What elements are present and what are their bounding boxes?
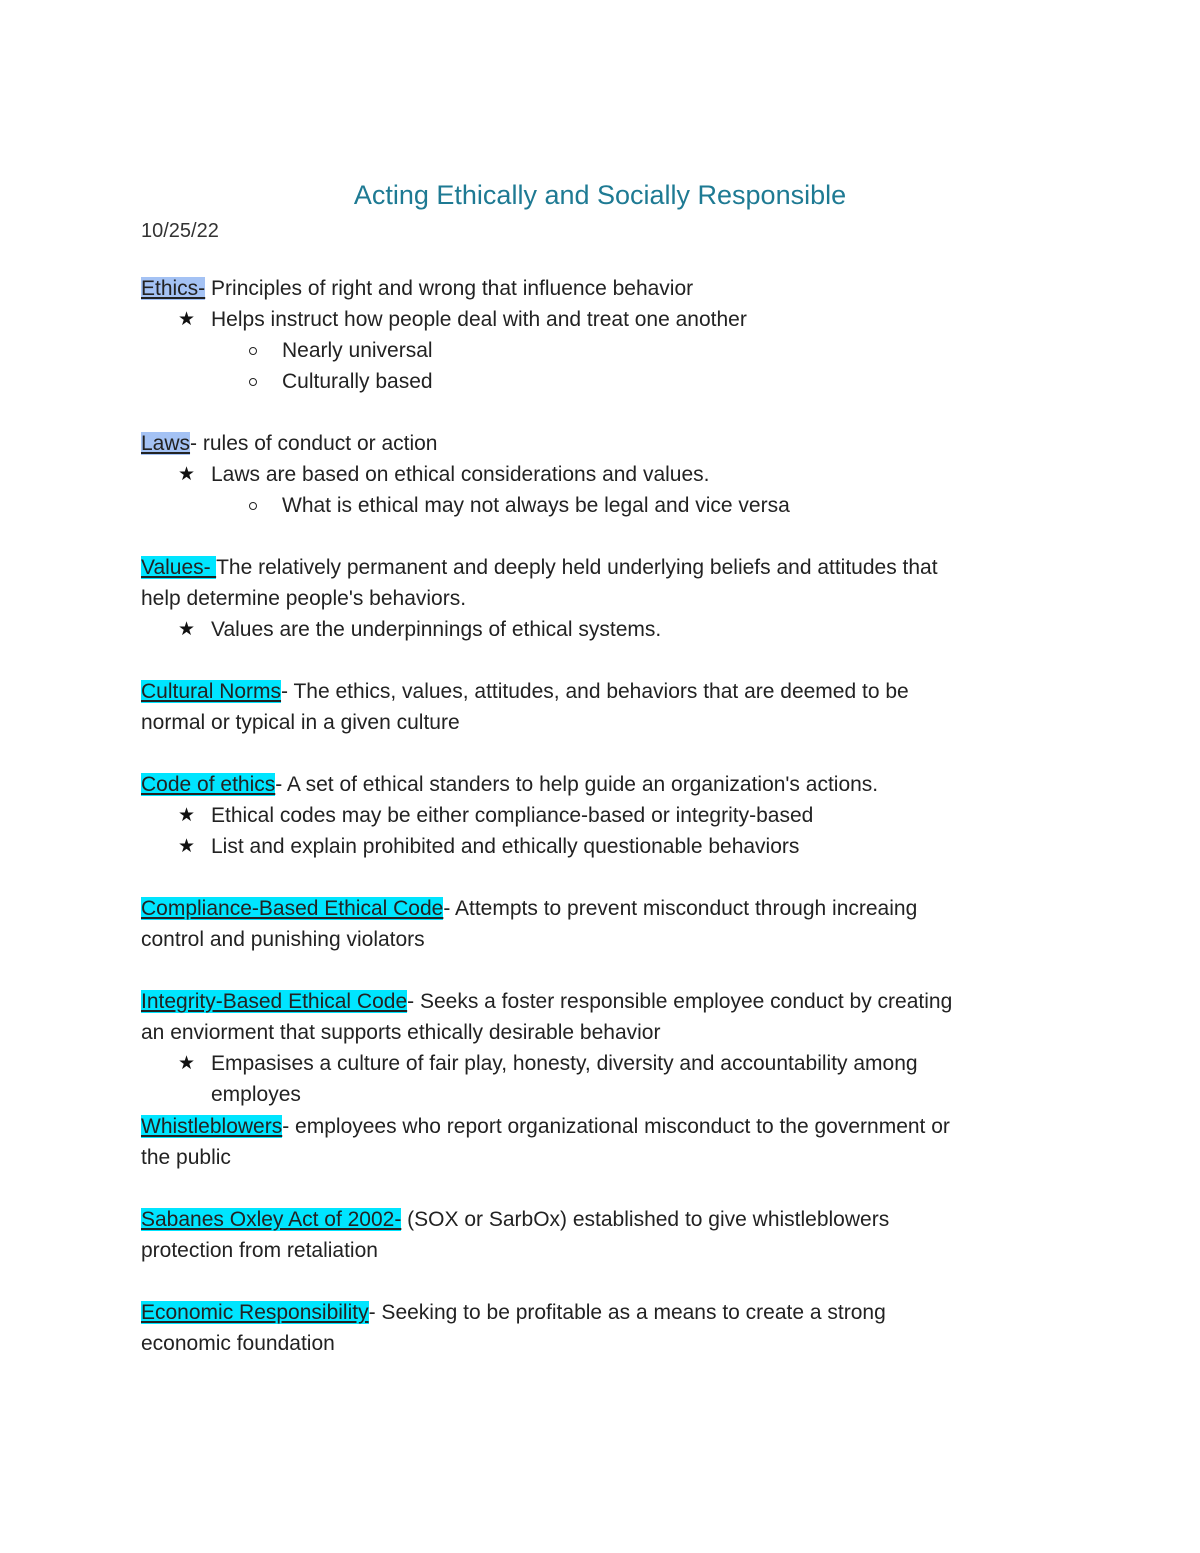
laws-term: Laws <box>141 432 191 455</box>
cultural-norms-definition <box>141 676 909 707</box>
star-bullet-icon: ★ <box>178 619 196 640</box>
code-of-ethics-def: - A set of ethical standers to help guide an organization's actions. <box>275 773 879 796</box>
ethics-sub-1: Nearly universal <box>282 339 433 362</box>
document-date: 10/25/22 <box>141 220 219 242</box>
cultural-norms-term: Cultural Norms <box>141 680 282 703</box>
ethics-bullet-1: Helps instruct how people deal with and treat one another <box>211 308 747 331</box>
whistleblowers-term: Whistleblowers <box>141 1115 283 1138</box>
code-of-ethics-definition <box>141 769 878 800</box>
whistleblowers-def-2: the public <box>141 1146 231 1169</box>
ethics-term: Ethics- <box>141 277 206 300</box>
values-definition <box>141 552 938 583</box>
integrity-bullet-1b: employes <box>211 1083 301 1106</box>
laws-def: - rules of conduct or action <box>190 432 438 455</box>
compliance-definition <box>141 893 917 924</box>
code-of-ethics-term: Code of ethics <box>141 773 276 796</box>
compliance-def-1: - Attempts to prevent misconduct through increaing <box>443 897 918 920</box>
economic-term: Economic Responsibility <box>141 1301 369 1324</box>
economic-def-1: - Seeking to be profitable as a means to create a strong <box>368 1301 886 1324</box>
star-bullet-icon: ★ <box>178 1053 196 1074</box>
integrity-definition <box>141 986 952 1017</box>
compliance-term: Compliance-Based Ethical Code <box>141 897 444 920</box>
ethics-definition <box>141 273 693 304</box>
ethics-def: Principles of right and wrong that influence behavior <box>205 277 694 300</box>
hollow-circle-bullet-icon <box>249 378 257 386</box>
sox-definition <box>141 1204 889 1235</box>
sox-term: Sabanes Oxley Act of 2002- <box>141 1208 402 1231</box>
integrity-def-2: an enviorment that supports ethically desirable behavior <box>141 1021 661 1044</box>
laws-sub-1: What is ethical may not always be legal and vice versa <box>282 494 790 517</box>
laws-bullet-1: Laws are based on ethical considerations and values. <box>211 463 710 486</box>
sox-def-2: protection from retaliation <box>141 1239 378 1262</box>
whistleblowers-definition <box>141 1111 950 1142</box>
compliance-def-2: control and punishing violators <box>141 928 425 951</box>
hollow-circle-bullet-icon <box>249 347 257 355</box>
economic-def-2: economic foundation <box>141 1332 335 1355</box>
ethics-sub-2: Culturally based <box>282 370 433 393</box>
integrity-term: Integrity-Based Ethical Code <box>141 990 408 1013</box>
hollow-circle-bullet-icon <box>249 502 257 510</box>
values-term: Values- <box>141 556 217 579</box>
star-bullet-icon: ★ <box>178 464 196 485</box>
cultural-norms-def-1: - The ethics, values, attitudes, and behaviors that are deemed to be <box>281 680 909 703</box>
values-def-2: help determine people's behaviors. <box>141 587 467 610</box>
economic-definition <box>141 1297 886 1328</box>
star-bullet-icon: ★ <box>178 805 196 826</box>
whistleblowers-def-1: - employees who report organizational misconduct to the government or <box>282 1115 950 1138</box>
code-of-ethics-bullet-2: List and explain prohibited and ethically questionable behaviors <box>211 835 800 858</box>
integrity-def-1: - Seeks a foster responsible employee conduct by creating <box>407 990 953 1013</box>
star-bullet-icon: ★ <box>178 836 196 857</box>
laws-definition <box>141 428 438 459</box>
code-of-ethics-bullet-1: Ethical codes may be either compliance-based or integrity-based <box>211 804 814 827</box>
values-def-1: The relatively permanent and deeply held underlying beliefs and attitudes that <box>216 556 938 579</box>
sox-def-1: (SOX or SarbOx) established to give whistleblowers <box>401 1208 890 1231</box>
values-bullet-1: Values are the underpinnings of ethical systems. <box>211 618 662 641</box>
integrity-bullet-1a: Empasises a culture of fair play, honesty, diversity and accountability among <box>211 1052 918 1075</box>
star-bullet-icon: ★ <box>178 309 196 330</box>
cultural-norms-def-2: normal or typical in a given culture <box>141 711 460 734</box>
document-title: Acting Ethically and Socially Responsible <box>353 180 847 210</box>
